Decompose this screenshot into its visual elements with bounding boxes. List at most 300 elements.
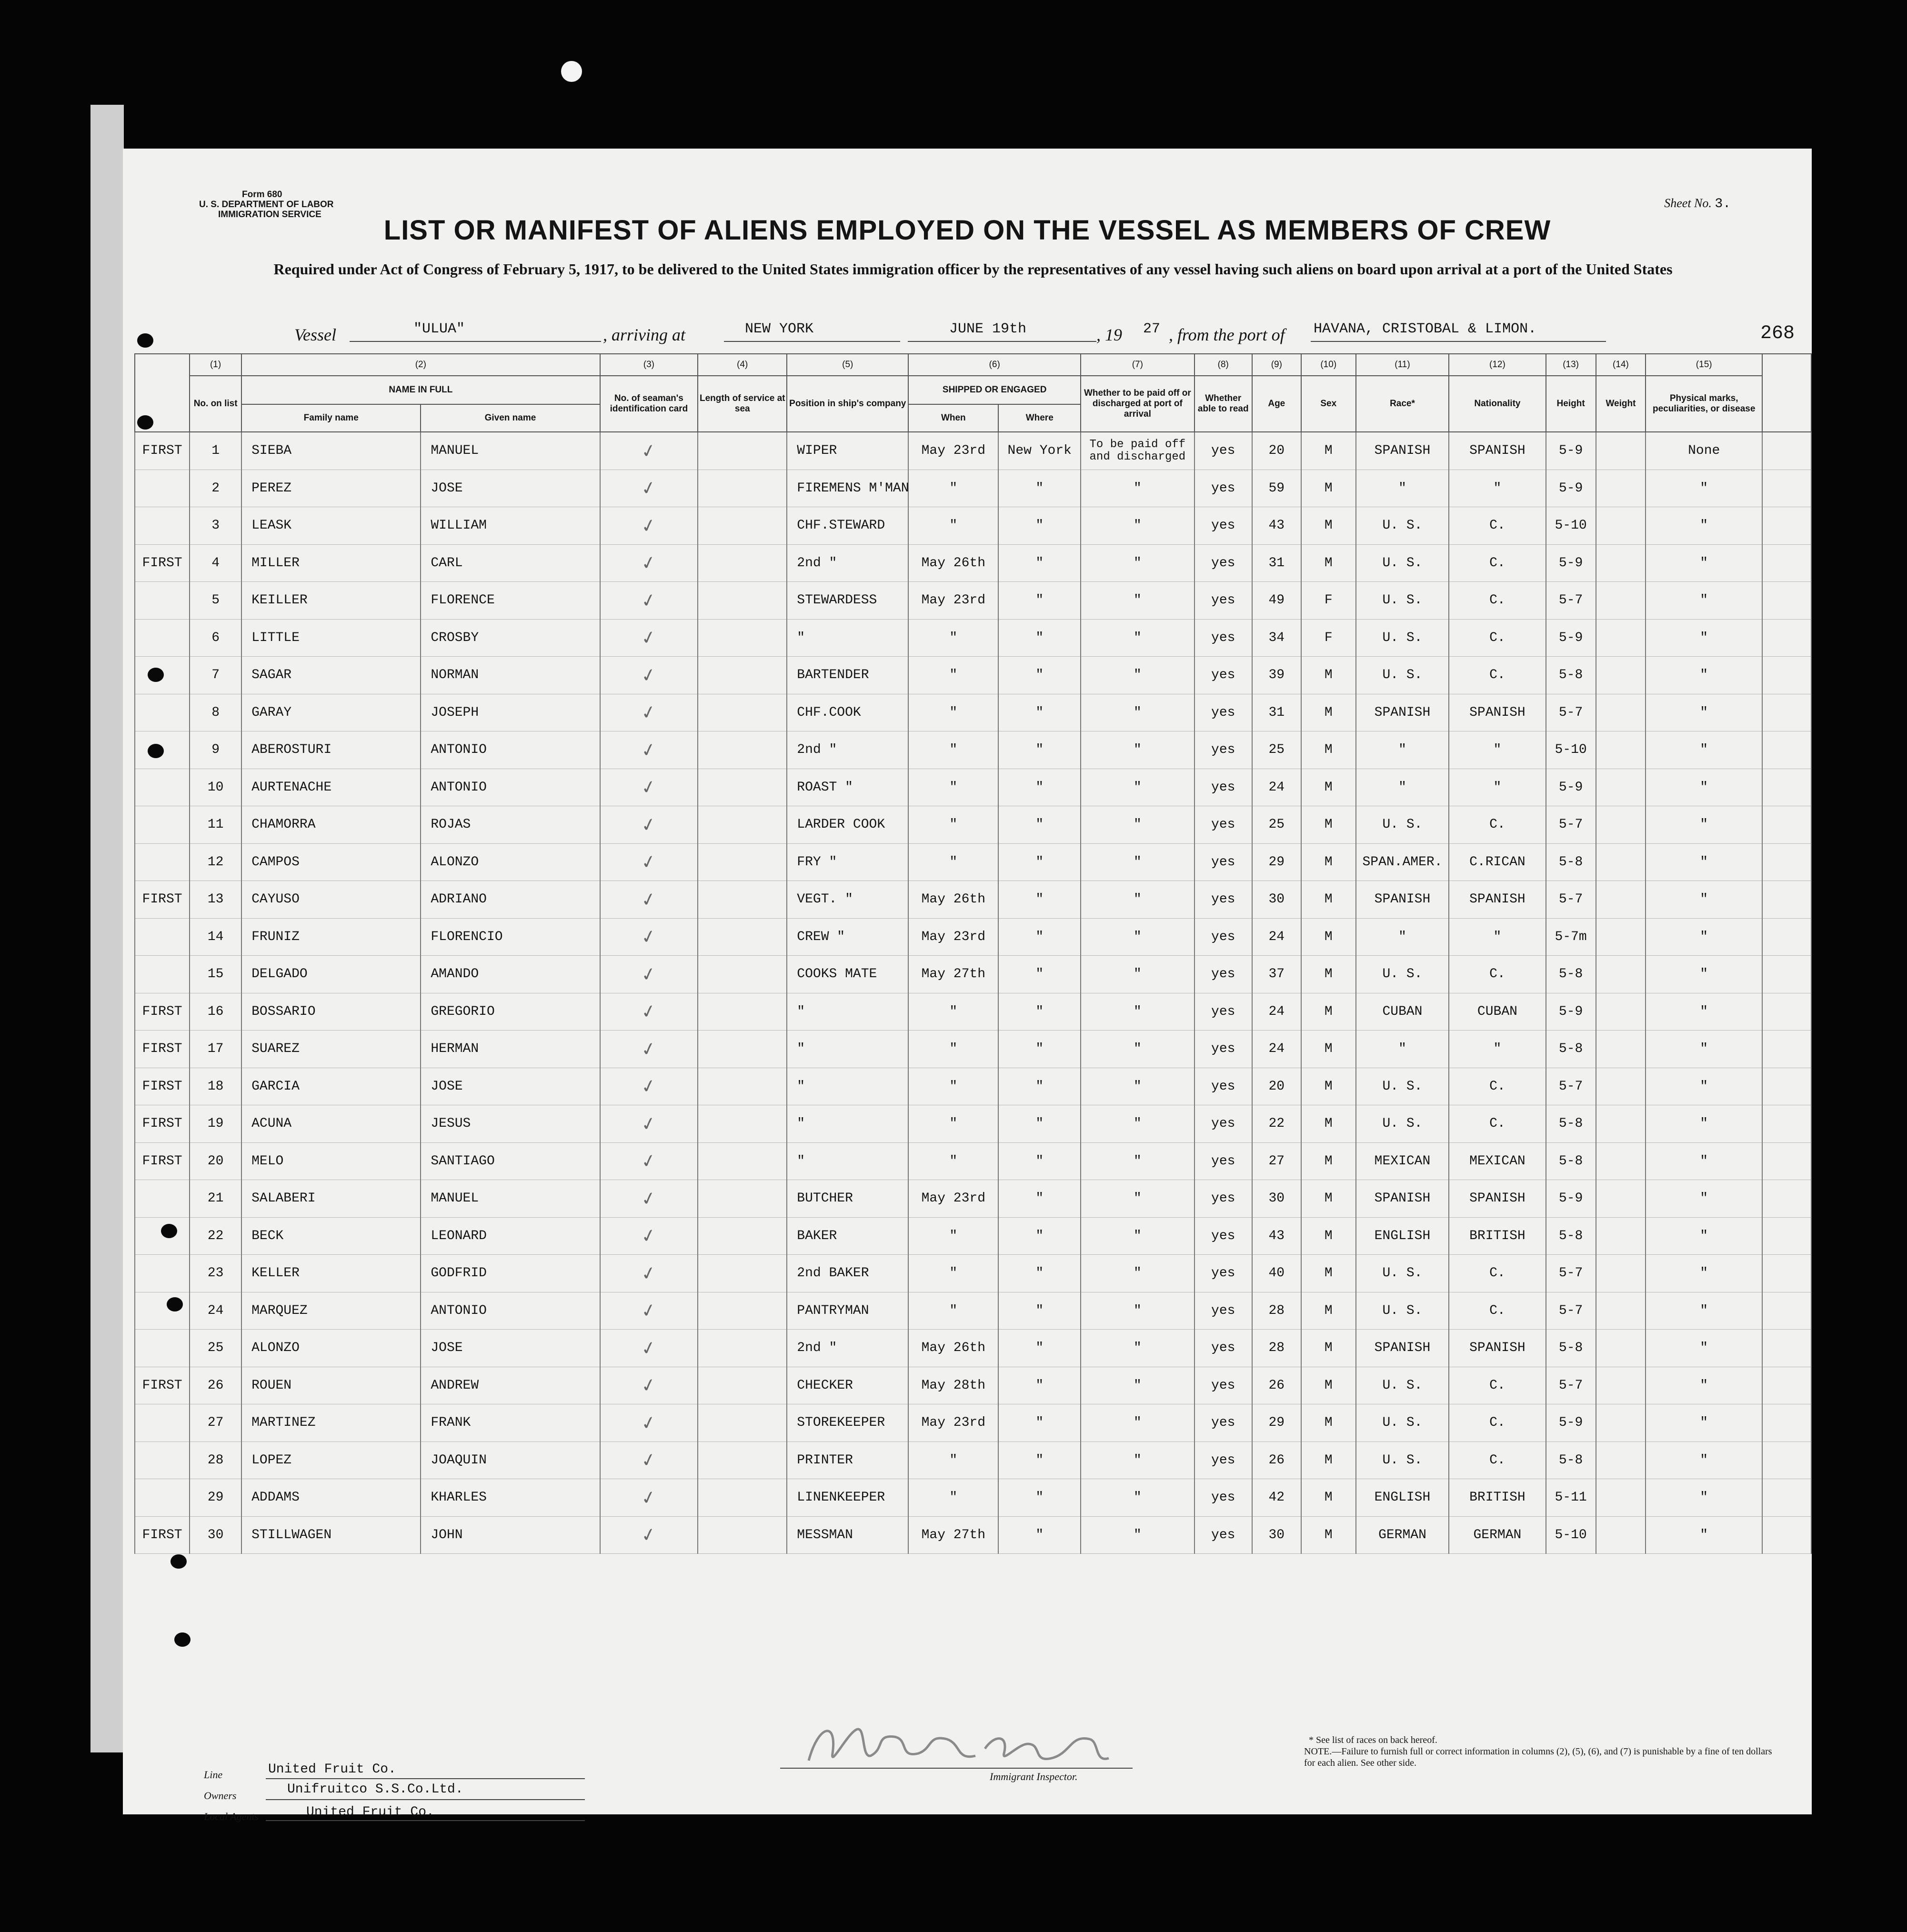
cell-given-name: CROSBY bbox=[421, 619, 600, 657]
cell-family-name: LITTLE bbox=[241, 619, 421, 657]
cell-race: GERMAN bbox=[1356, 1516, 1449, 1554]
cell-extra bbox=[1762, 1516, 1811, 1554]
header-nationality: Nationality bbox=[1449, 376, 1546, 432]
year-prefix: , 19 bbox=[1096, 325, 1122, 344]
cell-given-name: LEONARD bbox=[421, 1217, 600, 1255]
cell-when: " bbox=[908, 1217, 998, 1255]
check-mark-icon: ✓ bbox=[639, 1149, 659, 1173]
cell-paid-off: " bbox=[1081, 1255, 1194, 1292]
cell-position: 2nd " bbox=[787, 544, 908, 582]
cell-family-name: SUAREZ bbox=[241, 1031, 421, 1068]
cell-race: U. S. bbox=[1356, 1105, 1449, 1143]
cell-when: May 23rd bbox=[908, 1404, 998, 1442]
cell-age: 27 bbox=[1252, 1142, 1301, 1180]
cell-height: 5-8 bbox=[1546, 657, 1596, 694]
table-row bbox=[135, 1180, 1811, 1218]
cell-nationality: " bbox=[1449, 731, 1546, 769]
cell-read: yes bbox=[1194, 1105, 1252, 1143]
cell-marks: " bbox=[1646, 1105, 1762, 1143]
cell-read: yes bbox=[1194, 843, 1252, 881]
cell-no: 15 bbox=[190, 956, 241, 993]
cell-check-mark bbox=[600, 1367, 698, 1404]
cell-height: 5-7 bbox=[1546, 806, 1596, 844]
cell-check-mark bbox=[600, 1105, 698, 1143]
table-row bbox=[135, 881, 1811, 919]
cell-family-name: MARTINEZ bbox=[241, 1404, 421, 1442]
table-body bbox=[135, 432, 1811, 1554]
cell-race: U. S. bbox=[1356, 806, 1449, 844]
sheet-value: 3. bbox=[1715, 197, 1731, 211]
cell-race: CUBAN bbox=[1356, 993, 1449, 1031]
cell-check-mark bbox=[600, 731, 698, 769]
cell-no: 11 bbox=[190, 806, 241, 844]
vessel-name: "ULUA" bbox=[413, 321, 465, 337]
cell-race: SPANISH bbox=[1356, 881, 1449, 919]
cell-first-mark bbox=[135, 1479, 190, 1517]
cell-position: CHF.COOK bbox=[787, 694, 908, 731]
page-title: LIST OR MANIFEST OF ALIENS EMPLOYED ON THE VESSEL AS MEMBERS OF CREW bbox=[383, 215, 1551, 246]
cell-position: PANTRYMAN bbox=[787, 1292, 908, 1330]
cell-position: 2nd " bbox=[787, 1330, 908, 1367]
cell-no: 20 bbox=[190, 1142, 241, 1180]
binder-hole bbox=[174, 1632, 191, 1647]
cell-service bbox=[698, 1330, 787, 1367]
cell-race: SPANISH bbox=[1356, 432, 1449, 470]
cell-marks: " bbox=[1646, 806, 1762, 844]
cell-weight bbox=[1596, 1031, 1646, 1068]
cell-nationality: C. bbox=[1449, 1292, 1546, 1330]
cell-marks: " bbox=[1646, 956, 1762, 993]
department-name: U. S. DEPARTMENT OF LABOR bbox=[199, 200, 334, 210]
cell-position: CREW " bbox=[787, 918, 908, 956]
cell-height: 5-9 bbox=[1546, 769, 1596, 806]
cell-no: 10 bbox=[190, 769, 241, 806]
table-row bbox=[135, 694, 1811, 731]
cell-extra bbox=[1762, 731, 1811, 769]
cell-family-name: MELO bbox=[241, 1142, 421, 1180]
cell-family-name: ALONZO bbox=[241, 1330, 421, 1367]
cell-when: " bbox=[908, 694, 998, 731]
cell-height: 5-8 bbox=[1546, 843, 1596, 881]
table-row bbox=[135, 806, 1811, 844]
cell-where: " bbox=[998, 1367, 1081, 1404]
col-number: (7) bbox=[1081, 354, 1194, 376]
owners-value: Unifruitco S.S.Co.Ltd. bbox=[287, 1782, 463, 1797]
cell-family-name: CHAMORRA bbox=[241, 806, 421, 844]
cell-family-name: ABEROSTURI bbox=[241, 731, 421, 769]
table-row bbox=[135, 731, 1811, 769]
cell-given-name: JOSE bbox=[421, 1068, 600, 1105]
cell-race: U. S. bbox=[1356, 1255, 1449, 1292]
check-mark-icon: ✓ bbox=[639, 1000, 659, 1024]
cell-height: 5-8 bbox=[1546, 1330, 1596, 1367]
cell-check-mark bbox=[600, 806, 698, 844]
cell-extra bbox=[1762, 657, 1811, 694]
cell-age: 28 bbox=[1252, 1292, 1301, 1330]
table-row bbox=[135, 1404, 1811, 1442]
cell-age: 24 bbox=[1252, 769, 1301, 806]
cell-service bbox=[698, 1255, 787, 1292]
cell-race: U. S. bbox=[1356, 1441, 1449, 1479]
cell-paid-off: " bbox=[1081, 1180, 1194, 1218]
cell-given-name: JOSEPH bbox=[421, 694, 600, 731]
cell-where: " bbox=[998, 470, 1081, 507]
cell-when: " bbox=[908, 657, 998, 694]
footnote bbox=[1304, 1734, 1780, 1769]
agents-label: Local Agents bbox=[204, 1811, 259, 1822]
header-no-on-list: No. on list bbox=[190, 376, 241, 432]
cell-given-name: JOSE bbox=[421, 470, 600, 507]
cell-no: 14 bbox=[190, 918, 241, 956]
cell-height: 5-10 bbox=[1546, 1516, 1596, 1554]
cell-read: yes bbox=[1194, 1367, 1252, 1404]
cell-nationality: C. bbox=[1449, 806, 1546, 844]
penalty-note: NOTE.—Failure to furnish full or correct information in columns (2), (5), (6), and (7) is punishable by a fine of ten dollars for each alien. See other side. bbox=[1304, 1746, 1772, 1768]
col-number: (9) bbox=[1252, 354, 1301, 376]
arrival-underline bbox=[724, 341, 900, 342]
cell-service bbox=[698, 1217, 787, 1255]
owners-label: Owners bbox=[204, 1790, 237, 1802]
cell-nationality: C. bbox=[1449, 1367, 1546, 1404]
col-number: (3) bbox=[600, 354, 698, 376]
cell-check-mark bbox=[600, 918, 698, 956]
cell-no: 1 bbox=[190, 432, 241, 470]
cell-extra bbox=[1762, 544, 1811, 582]
header-physical-marks: Physical marks, peculiarities, or disease bbox=[1646, 376, 1762, 432]
cell-paid-off: " bbox=[1081, 619, 1194, 657]
cell-nationality: C. bbox=[1449, 956, 1546, 993]
table-row bbox=[135, 956, 1811, 993]
cell-weight bbox=[1596, 544, 1646, 582]
cell-service bbox=[698, 1105, 787, 1143]
cell-paid-off: " bbox=[1081, 1031, 1194, 1068]
table-row bbox=[135, 657, 1811, 694]
cell-where: " bbox=[998, 1180, 1081, 1218]
cell-position: VEGT. " bbox=[787, 881, 908, 919]
cell-read: yes bbox=[1194, 956, 1252, 993]
cell-no: 9 bbox=[190, 731, 241, 769]
table-row bbox=[135, 1330, 1811, 1367]
cell-paid-off: " bbox=[1081, 1516, 1194, 1554]
cell-first-mark: FIRST bbox=[135, 544, 190, 582]
cell-position: BARTENDER bbox=[787, 657, 908, 694]
cell-weight bbox=[1596, 806, 1646, 844]
cell-given-name: ADRIANO bbox=[421, 881, 600, 919]
cell-marks: " bbox=[1646, 619, 1762, 657]
cell-marks: " bbox=[1646, 1441, 1762, 1479]
cell-extra bbox=[1762, 1292, 1811, 1330]
cell-height: 5-7 bbox=[1546, 1367, 1596, 1404]
check-mark-icon: ✓ bbox=[639, 1485, 659, 1510]
cell-nationality: C. bbox=[1449, 1404, 1546, 1442]
cell-service bbox=[698, 619, 787, 657]
cell-where: " bbox=[998, 1105, 1081, 1143]
cell-family-name: CAMPOS bbox=[241, 843, 421, 881]
col-number: (10) bbox=[1301, 354, 1356, 376]
cell-race: U. S. bbox=[1356, 1404, 1449, 1442]
cell-no: 12 bbox=[190, 843, 241, 881]
cell-service bbox=[698, 507, 787, 545]
check-mark-icon: ✓ bbox=[639, 1186, 659, 1211]
cell-read: yes bbox=[1194, 1180, 1252, 1218]
cell-nationality: CUBAN bbox=[1449, 993, 1546, 1031]
cell-no: 4 bbox=[190, 544, 241, 582]
cell-when: May 23rd bbox=[908, 918, 998, 956]
check-mark-icon: ✓ bbox=[639, 626, 659, 650]
cell-service bbox=[698, 1142, 787, 1180]
cell-first-mark bbox=[135, 956, 190, 993]
cell-first-mark: FIRST bbox=[135, 1367, 190, 1404]
cell-when: " bbox=[908, 1292, 998, 1330]
table-row bbox=[135, 507, 1811, 545]
table-row bbox=[135, 432, 1811, 470]
check-mark-icon: ✓ bbox=[639, 1037, 659, 1061]
cell-extra bbox=[1762, 432, 1811, 470]
cell-weight bbox=[1596, 432, 1646, 470]
cell-read: yes bbox=[1194, 731, 1252, 769]
cell-sex: M bbox=[1301, 1367, 1356, 1404]
cell-weight bbox=[1596, 507, 1646, 545]
cell-marks: " bbox=[1646, 657, 1762, 694]
cell-extra bbox=[1762, 956, 1811, 993]
header-where: Where bbox=[998, 404, 1081, 432]
check-mark-icon: ✓ bbox=[639, 1373, 659, 1398]
cell-race: " bbox=[1356, 731, 1449, 769]
cell-age: 40 bbox=[1252, 1255, 1301, 1292]
cell-weight bbox=[1596, 1404, 1646, 1442]
cell-given-name: ALONZO bbox=[421, 843, 600, 881]
check-mark-icon: ✓ bbox=[639, 1448, 659, 1472]
cell-age: 34 bbox=[1252, 619, 1301, 657]
table-row bbox=[135, 544, 1811, 582]
cell-service bbox=[698, 1180, 787, 1218]
cell-race: U. S. bbox=[1356, 1367, 1449, 1404]
check-mark-icon: ✓ bbox=[639, 887, 659, 911]
cell-race: U. S. bbox=[1356, 956, 1449, 993]
cell-paid-off: " bbox=[1081, 1217, 1194, 1255]
cell-check-mark bbox=[600, 544, 698, 582]
form-number: Form 680 bbox=[242, 190, 282, 200]
cell-extra bbox=[1762, 1255, 1811, 1292]
cell-race: U. S. bbox=[1356, 582, 1449, 620]
cell-read: yes bbox=[1194, 1255, 1252, 1292]
extra-header bbox=[1762, 354, 1811, 432]
cell-where: " bbox=[998, 1516, 1081, 1554]
cell-family-name: CAYUSO bbox=[241, 881, 421, 919]
cell-height: 5-9 bbox=[1546, 544, 1596, 582]
cell-check-mark bbox=[600, 769, 698, 806]
col-number: (6) bbox=[908, 354, 1081, 376]
cell-when: May 26th bbox=[908, 1330, 998, 1367]
cell-sex: M bbox=[1301, 694, 1356, 731]
cell-nationality: SPANISH bbox=[1449, 432, 1546, 470]
check-mark-icon: ✓ bbox=[639, 1224, 659, 1248]
cell-no: 3 bbox=[190, 507, 241, 545]
cell-position: BAKER bbox=[787, 1217, 908, 1255]
cell-given-name: AMANDO bbox=[421, 956, 600, 993]
cell-service bbox=[698, 544, 787, 582]
table-row bbox=[135, 1516, 1811, 1554]
cell-weight bbox=[1596, 1516, 1646, 1554]
table-row bbox=[135, 1217, 1811, 1255]
cell-marks: " bbox=[1646, 1404, 1762, 1442]
cell-service bbox=[698, 582, 787, 620]
cell-age: 43 bbox=[1252, 1217, 1301, 1255]
cell-family-name: GARCIA bbox=[241, 1068, 421, 1105]
cell-given-name: FLORENCE bbox=[421, 582, 600, 620]
cell-position: " bbox=[787, 993, 908, 1031]
cell-when: " bbox=[908, 470, 998, 507]
cell-extra bbox=[1762, 1441, 1811, 1479]
cell-where: " bbox=[998, 1031, 1081, 1068]
cell-extra bbox=[1762, 993, 1811, 1031]
cell-family-name: BOSSARIO bbox=[241, 993, 421, 1031]
cell-service bbox=[698, 1031, 787, 1068]
cell-paid-off: To be paid off and discharged bbox=[1081, 432, 1194, 470]
cell-when: " bbox=[908, 806, 998, 844]
cell-given-name: JOAQUIN bbox=[421, 1441, 600, 1479]
cell-where: " bbox=[998, 582, 1081, 620]
cell-race: U. S. bbox=[1356, 657, 1449, 694]
cell-age: 43 bbox=[1252, 507, 1301, 545]
cell-weight bbox=[1596, 1180, 1646, 1218]
check-mark-icon: ✓ bbox=[639, 812, 659, 837]
header-shipped-engaged: SHIPPED OR ENGAGED bbox=[908, 376, 1081, 404]
cell-position: " bbox=[787, 1142, 908, 1180]
cell-check-mark bbox=[600, 1292, 698, 1330]
cell-nationality: SPANISH bbox=[1449, 1330, 1546, 1367]
cell-weight bbox=[1596, 694, 1646, 731]
cell-where: " bbox=[998, 1068, 1081, 1105]
cell-first-mark bbox=[135, 470, 190, 507]
cell-given-name: JOSE bbox=[421, 1330, 600, 1367]
cell-first-mark: FIRST bbox=[135, 993, 190, 1031]
cell-position: " bbox=[787, 1068, 908, 1105]
cell-height: 5-9 bbox=[1546, 1180, 1596, 1218]
cell-when: " bbox=[908, 1479, 998, 1517]
cell-service bbox=[698, 1068, 787, 1105]
cell-height: 5-11 bbox=[1546, 1479, 1596, 1517]
col-number: (13) bbox=[1546, 354, 1596, 376]
cell-first-mark bbox=[135, 918, 190, 956]
cell-when: " bbox=[908, 1068, 998, 1105]
cell-where: " bbox=[998, 619, 1081, 657]
cell-where: " bbox=[998, 881, 1081, 919]
col-number: (1) bbox=[190, 354, 241, 376]
cell-paid-off: " bbox=[1081, 657, 1194, 694]
cell-paid-off: " bbox=[1081, 993, 1194, 1031]
cell-when: " bbox=[908, 1105, 998, 1143]
cell-check-mark bbox=[600, 1330, 698, 1367]
cell-sex: M bbox=[1301, 843, 1356, 881]
cell-no: 8 bbox=[190, 694, 241, 731]
cell-given-name: JESUS bbox=[421, 1105, 600, 1143]
cell-weight bbox=[1596, 993, 1646, 1031]
cell-weight bbox=[1596, 881, 1646, 919]
cell-paid-off: " bbox=[1081, 470, 1194, 507]
cell-height: 5-9 bbox=[1546, 993, 1596, 1031]
cell-position: BUTCHER bbox=[787, 1180, 908, 1218]
cell-weight bbox=[1596, 657, 1646, 694]
cell-race: U. S. bbox=[1356, 1068, 1449, 1105]
cell-no: 22 bbox=[190, 1217, 241, 1255]
cell-weight bbox=[1596, 1105, 1646, 1143]
cell-family-name: SIEBA bbox=[241, 432, 421, 470]
check-mark-icon: ✓ bbox=[639, 775, 659, 800]
cell-read: yes bbox=[1194, 1031, 1252, 1068]
cell-extra bbox=[1762, 1180, 1811, 1218]
cell-height: 5-7 bbox=[1546, 1068, 1596, 1105]
inspector-label: Immigrant Inspector. bbox=[990, 1771, 1078, 1782]
cell-sex: M bbox=[1301, 1142, 1356, 1180]
col-number: (5) bbox=[787, 354, 908, 376]
cell-sex: M bbox=[1301, 993, 1356, 1031]
table-row bbox=[135, 1255, 1811, 1292]
cell-sex: M bbox=[1301, 956, 1356, 993]
cell-nationality: SPANISH bbox=[1449, 1180, 1546, 1218]
cell-position: LARDER COOK bbox=[787, 806, 908, 844]
cell-sex: M bbox=[1301, 918, 1356, 956]
cell-sex: M bbox=[1301, 1031, 1356, 1068]
cell-no: 23 bbox=[190, 1255, 241, 1292]
col-number: (2) bbox=[241, 354, 600, 376]
cell-nationality: " bbox=[1449, 769, 1546, 806]
cell-first-mark bbox=[135, 582, 190, 620]
cell-nationality: BRITISH bbox=[1449, 1479, 1546, 1517]
cell-weight bbox=[1596, 1255, 1646, 1292]
cell-paid-off: " bbox=[1081, 769, 1194, 806]
cell-race: " bbox=[1356, 1031, 1449, 1068]
cell-where: " bbox=[998, 918, 1081, 956]
cell-service bbox=[698, 956, 787, 993]
cell-no: 26 bbox=[190, 1367, 241, 1404]
cell-read: yes bbox=[1194, 1217, 1252, 1255]
cell-given-name: ANTONIO bbox=[421, 731, 600, 769]
cell-when: " bbox=[908, 769, 998, 806]
cell-age: 30 bbox=[1252, 881, 1301, 919]
cell-position: STOREKEEPER bbox=[787, 1404, 908, 1442]
cell-weight bbox=[1596, 1217, 1646, 1255]
signature-line bbox=[780, 1768, 1133, 1769]
cell-sex: M bbox=[1301, 507, 1356, 545]
cell-check-mark bbox=[600, 993, 698, 1031]
cell-service bbox=[698, 657, 787, 694]
cell-read: yes bbox=[1194, 1441, 1252, 1479]
cell-height: 5-9 bbox=[1546, 432, 1596, 470]
cell-age: 59 bbox=[1252, 470, 1301, 507]
col-number: (14) bbox=[1596, 354, 1646, 376]
cell-paid-off: " bbox=[1081, 956, 1194, 993]
cell-first-mark bbox=[135, 1255, 190, 1292]
check-mark-icon: ✓ bbox=[639, 850, 659, 874]
cell-service bbox=[698, 918, 787, 956]
cell-where: " bbox=[998, 507, 1081, 545]
cell-age: 24 bbox=[1252, 1031, 1301, 1068]
cell-no: 29 bbox=[190, 1479, 241, 1517]
cell-age: 25 bbox=[1252, 806, 1301, 844]
cell-read: yes bbox=[1194, 1292, 1252, 1330]
table-row bbox=[135, 470, 1811, 507]
cell-paid-off: " bbox=[1081, 1142, 1194, 1180]
cell-no: 17 bbox=[190, 1031, 241, 1068]
cell-no: 24 bbox=[190, 1292, 241, 1330]
cell-check-mark bbox=[600, 1180, 698, 1218]
inspector-signature bbox=[804, 1715, 1114, 1772]
cell-read: yes bbox=[1194, 694, 1252, 731]
cell-sex: M bbox=[1301, 544, 1356, 582]
cell-marks: " bbox=[1646, 470, 1762, 507]
cell-given-name: WILLIAM bbox=[421, 507, 600, 545]
